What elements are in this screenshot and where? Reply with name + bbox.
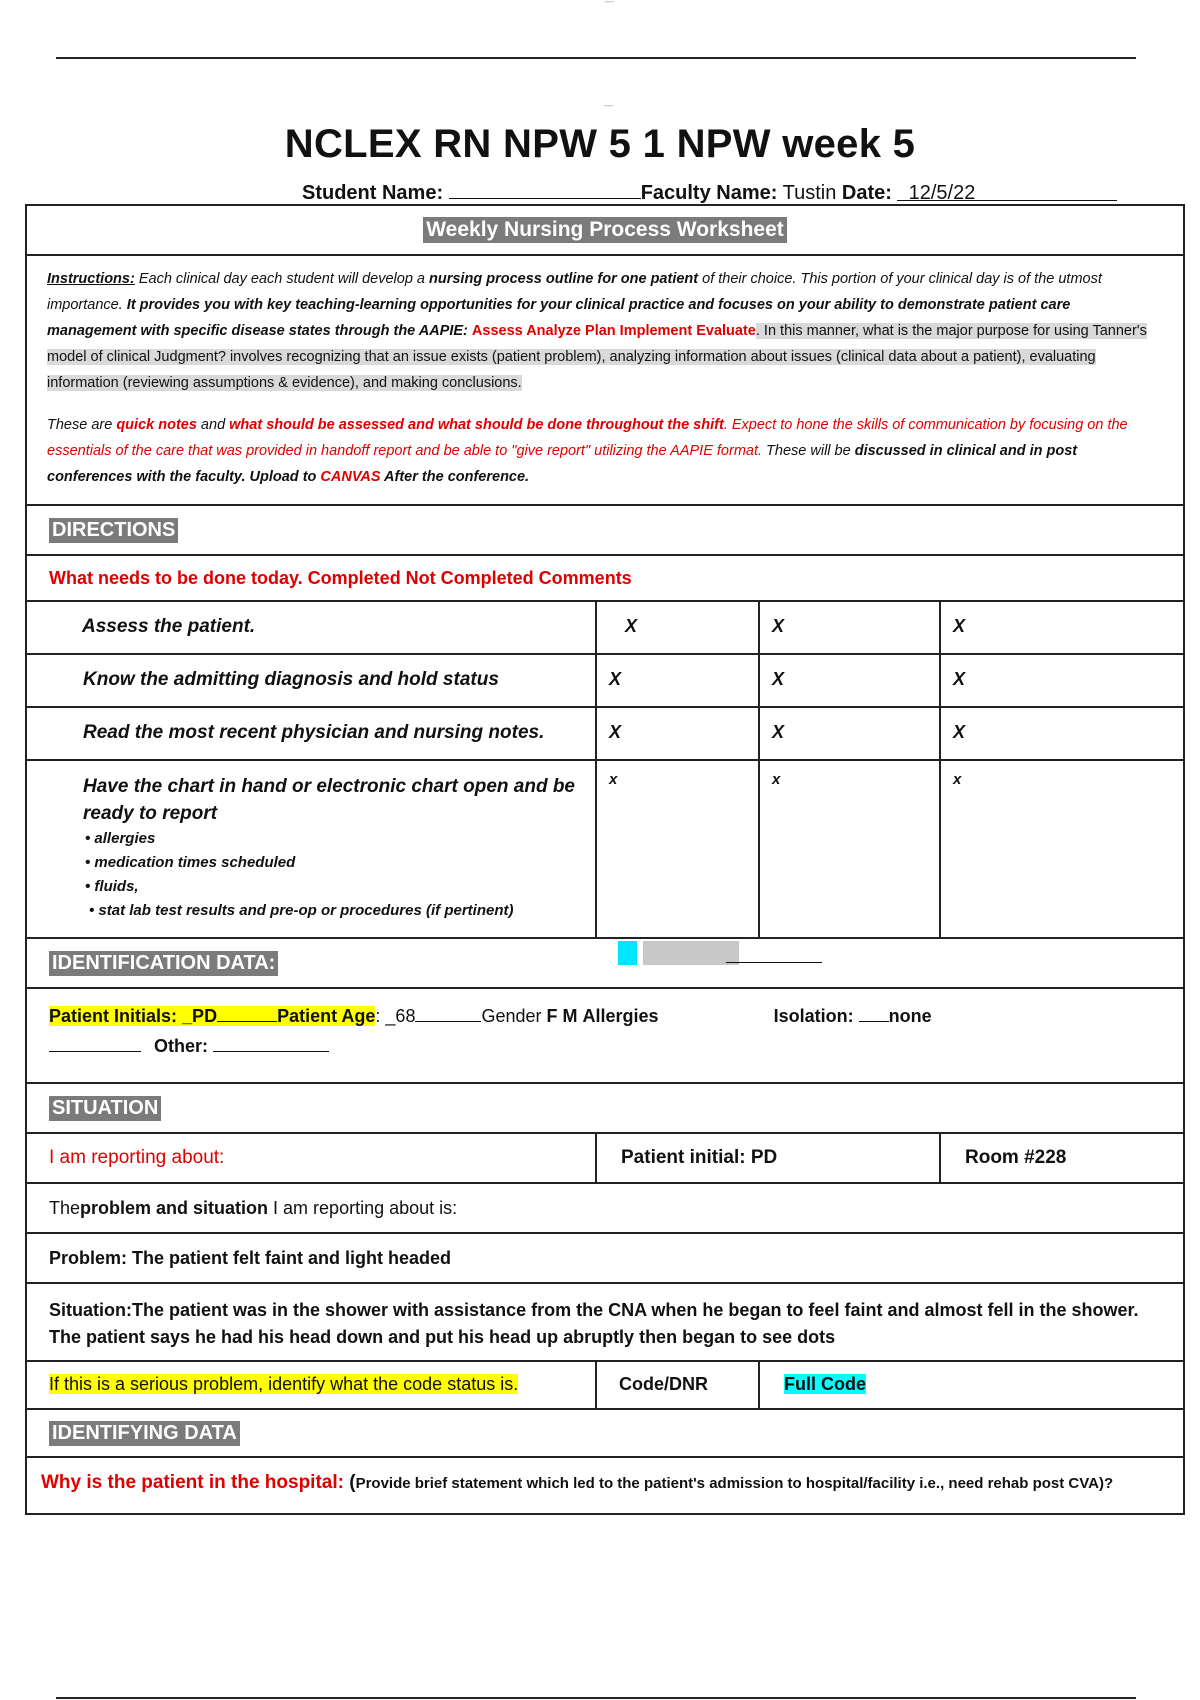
comments-mark: X bbox=[953, 669, 966, 689]
patient-initials-label bbox=[49, 1006, 277, 1026]
report-item: • medication times scheduled bbox=[85, 854, 296, 871]
report-item: • allergies bbox=[85, 830, 156, 847]
cyan-mark bbox=[618, 941, 637, 965]
date-value: 12/5/22 bbox=[908, 182, 976, 204]
worksheet-title-row bbox=[27, 206, 1183, 256]
allergies-field[interactable] bbox=[49, 1033, 141, 1052]
comments-mark: X bbox=[953, 616, 966, 636]
comments-cell bbox=[941, 602, 1183, 653]
admission-reason-note: Provide brief statement which led to the patient's admission to hospital/facility i.e., need rehab post CVA)? bbox=[355, 1475, 1114, 1492]
instructions-text: quick notes bbox=[116, 417, 197, 433]
code-value-cell bbox=[760, 1362, 1183, 1408]
completed-cell bbox=[597, 761, 760, 937]
situation-heading-row bbox=[27, 1084, 1183, 1134]
mid-mark: — bbox=[604, 100, 613, 110]
task-cell bbox=[27, 602, 597, 653]
canvas-text: CANVAS bbox=[320, 469, 381, 485]
instructions-text: and bbox=[196, 417, 230, 433]
situation-heading: SITUATION bbox=[49, 1096, 161, 1121]
instructions-text: what should be assessed and what should be done throughout the shift bbox=[229, 417, 724, 433]
isolation-value: none bbox=[888, 1006, 932, 1026]
completed-mark: x bbox=[609, 771, 618, 788]
not-completed-mark: X bbox=[772, 669, 785, 689]
comments-mark: x bbox=[953, 771, 962, 788]
identification-heading-row bbox=[27, 939, 1183, 989]
aapie-steps: Assess Analyze Plan Implement Evaluate bbox=[471, 323, 756, 339]
patient-data-row bbox=[27, 989, 1183, 1084]
code-prompt: If this is a serious problem, identify what the code status is. bbox=[49, 1374, 519, 1394]
not-completed-cell bbox=[760, 708, 941, 759]
task-cell bbox=[27, 761, 597, 937]
problem-row bbox=[27, 1234, 1183, 1284]
task-row bbox=[27, 602, 1183, 655]
comments-cell bbox=[941, 708, 1183, 759]
room-number: Room #228 bbox=[965, 1147, 1067, 1168]
directions-subheading-row bbox=[27, 556, 1183, 602]
not-completed-mark: X bbox=[772, 616, 785, 636]
code-prompt-cell bbox=[27, 1362, 597, 1408]
instructions-block bbox=[27, 256, 1183, 506]
patient-initial-cell bbox=[597, 1134, 941, 1182]
completed-cell bbox=[597, 602, 760, 653]
admission-reason-label: Why is the patient in the hospital: bbox=[41, 1472, 344, 1493]
instructions-text: It provides you with key teaching-learning opportunities for your clinical practice and focuses on your ability to demonstrate patient care management with specific disease states through the AAPIE: bbox=[47, 297, 1071, 339]
blank bbox=[859, 1003, 889, 1022]
instructions-text: . Upload to bbox=[241, 469, 321, 485]
admission-reason-paren: ( bbox=[343, 1472, 356, 1493]
identifying-heading: IDENTIFYING DATA bbox=[49, 1421, 240, 1446]
problem-intro-bold: problem and situation bbox=[80, 1197, 269, 1218]
task-row bbox=[27, 655, 1183, 708]
code-label: Code/DNR bbox=[619, 1374, 708, 1394]
code-value: Full Code bbox=[784, 1374, 866, 1394]
other-field[interactable] bbox=[213, 1033, 329, 1052]
problem-intro-row bbox=[27, 1184, 1183, 1234]
comments-mark: X bbox=[953, 722, 966, 742]
completed-mark: X bbox=[609, 722, 622, 742]
not-completed-cell bbox=[760, 761, 941, 937]
task-cell bbox=[27, 655, 597, 706]
instructions-text: . Expect to hone the skills of communication by focusing on the essentials of the care that was provided in handoff report and be able to "give report" utilizing the AAPIE format. bbox=[47, 417, 1128, 459]
problem-text: Problem: The patient felt faint and light headed bbox=[49, 1247, 452, 1268]
admission-reason-row bbox=[27, 1458, 1183, 1513]
directions-heading-row bbox=[27, 506, 1183, 556]
not-completed-cell bbox=[760, 602, 941, 653]
comments-cell bbox=[941, 761, 1183, 937]
problem-intro-text: I am reporting about is: bbox=[268, 1197, 458, 1218]
comments-cell bbox=[941, 655, 1183, 706]
completed-mark: X bbox=[609, 669, 622, 689]
date-label: Date: bbox=[841, 182, 892, 204]
instructions-text: These will be bbox=[762, 443, 855, 459]
instructions-text: discussed in clinical and in post conferences with the faculty bbox=[47, 443, 1078, 485]
instructions-text: These are bbox=[47, 417, 117, 433]
task-label: Read the most recent physician and nursing notes. bbox=[83, 722, 545, 743]
instructions-text: nursing process outline for one patient bbox=[429, 271, 699, 287]
task-label: Have the chart in hand or electronic chart open and be ready to report bbox=[83, 776, 575, 824]
instructions-label: Instructions: bbox=[47, 271, 135, 287]
patient-age-label: Patient Age bbox=[277, 1006, 376, 1026]
faculty-name-value: Tustin bbox=[782, 182, 837, 204]
directions-subheading: What needs to be done today. Completed Not Completed Comments bbox=[49, 567, 632, 588]
report-item: • fluids, bbox=[85, 878, 139, 895]
problem-intro-text: The bbox=[49, 1197, 81, 1218]
top-mark: — bbox=[605, 0, 614, 6]
student-name-field[interactable] bbox=[449, 180, 641, 199]
completed-mark: X bbox=[625, 616, 638, 636]
task-label: Assess the patient. bbox=[82, 616, 256, 637]
instructions-text: After the conference. bbox=[380, 469, 530, 485]
top-rule bbox=[56, 57, 1136, 59]
other-label: Other: bbox=[154, 1036, 209, 1056]
instructions-paragraph-1 bbox=[47, 266, 1163, 396]
gender-options: F M bbox=[546, 1006, 578, 1026]
room-cell bbox=[941, 1134, 1183, 1182]
task-row-chart bbox=[27, 761, 1183, 939]
task-label: Know the admitting diagnosis and hold status bbox=[83, 669, 499, 690]
patient-initials-value: _PD bbox=[182, 1006, 218, 1026]
task-row bbox=[27, 708, 1183, 761]
gender-label: Gender bbox=[481, 1006, 547, 1026]
patient-initial: Patient initial: PD bbox=[621, 1147, 778, 1168]
patient-data-line-1 bbox=[49, 1001, 1161, 1031]
code-label-cell bbox=[597, 1362, 760, 1408]
instructions-paragraph-2 bbox=[47, 412, 1163, 490]
instructions-text: of their choice. This portion of your clinical day is of the utmost importance. bbox=[47, 271, 1102, 313]
situation-text: Situation:The patient was in the shower with assistance from the CNA when he began to feel faint and almost fell in the shower. The patient says he had his head down and put his head up abruptly then began to see dots bbox=[49, 1300, 1139, 1347]
identification-heading: IDENTIFICATION DATA: bbox=[49, 951, 278, 976]
blank bbox=[415, 1003, 481, 1022]
identifying-heading-row bbox=[27, 1410, 1183, 1458]
report-item: • stat lab test results and pre-op or procedures (if pertinent) bbox=[89, 902, 514, 919]
completed-cell bbox=[597, 655, 760, 706]
code-status-row bbox=[27, 1362, 1183, 1410]
directions-heading: DIRECTIONS bbox=[49, 518, 178, 543]
not-completed-mark: x bbox=[772, 771, 781, 788]
completed-cell bbox=[597, 708, 760, 759]
situation-row bbox=[27, 1284, 1183, 1362]
date-field[interactable] bbox=[897, 182, 1117, 204]
bottom-rule bbox=[56, 1697, 1136, 1699]
task-cell bbox=[27, 708, 597, 759]
student-name-label: Student Name: bbox=[302, 182, 444, 204]
not-completed-cell bbox=[760, 655, 941, 706]
instructions-text: Each clinical day each student will develop a bbox=[134, 271, 430, 287]
patient-age-value: : _68 bbox=[375, 1006, 416, 1026]
instructions-text: . In this manner, what is the major purpose for using Tanner's model of clinical Judgment? involves recognizing that an issue exists (patient problem), analyzing information about issues (clinical data about a patient), evaluating information (reviewing assumptions & evidence), and making conclusions. bbox=[47, 323, 1147, 391]
blank-line bbox=[726, 962, 822, 963]
worksheet-title: Weekly Nursing Process Worksheet bbox=[423, 217, 787, 243]
reporting-label: I am reporting about: bbox=[49, 1147, 225, 1168]
blank bbox=[217, 1003, 277, 1022]
patient-data-line-2 bbox=[49, 1031, 1161, 1061]
gray-mark bbox=[643, 941, 739, 965]
faculty-name-label: Faculty Name: bbox=[640, 182, 778, 204]
reporting-row bbox=[27, 1134, 1183, 1184]
isolation-label: Isolation: bbox=[773, 1006, 854, 1026]
worksheet-table bbox=[25, 204, 1185, 1515]
patient-initials-text: Patient Initials: bbox=[49, 1006, 178, 1026]
not-completed-mark: X bbox=[772, 722, 785, 742]
page-title: NCLEX RN NPW 5 1 NPW week 5 bbox=[284, 122, 916, 166]
header-line bbox=[302, 180, 1117, 205]
allergies-label: Allergies bbox=[582, 1006, 659, 1026]
reporting-cell bbox=[27, 1134, 597, 1182]
